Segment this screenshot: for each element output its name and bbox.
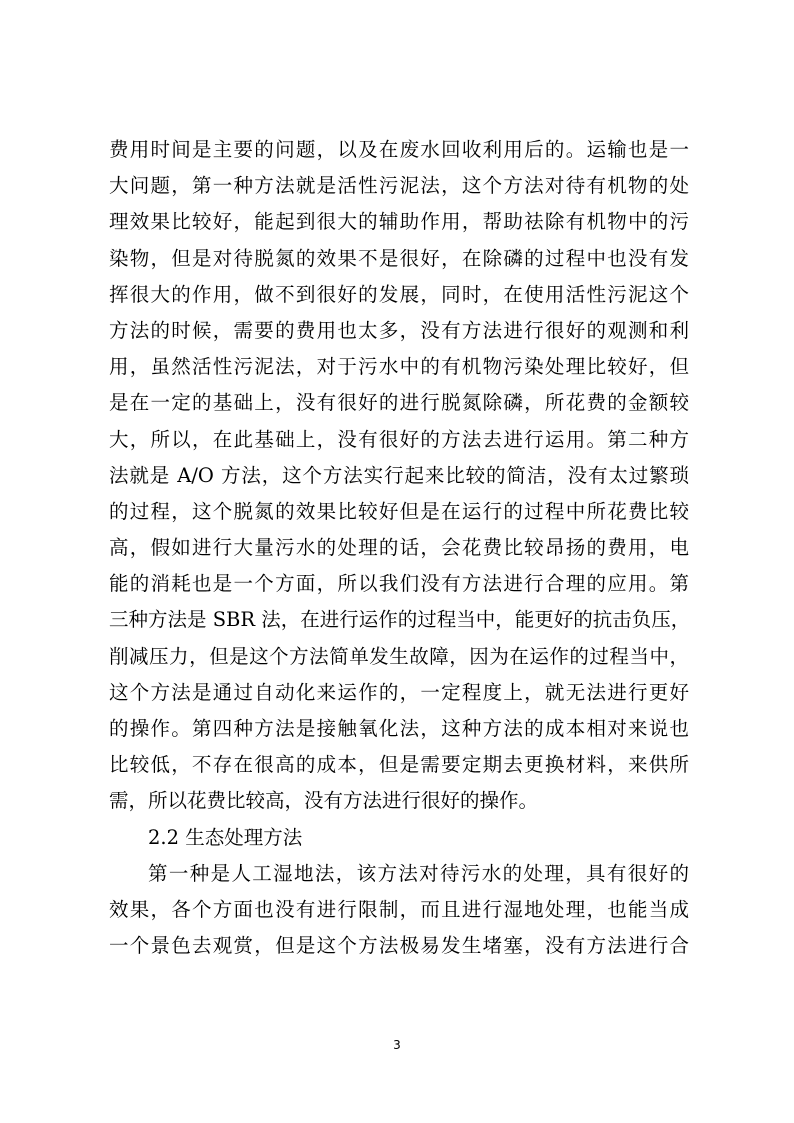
text-line-10: 法就是 A/O 方法，这个方法实行起来比较的简洁，没有太过繁琐 [109, 463, 689, 487]
text-line-18: 比较低，不存在很高的成本，但是需要定期去更换材料，来供所 [109, 753, 689, 777]
text-line-16: 这个方法是通过自动化来运作的，一定程度上，就无法进行更好 [109, 680, 689, 704]
text-line-11: 的过程，这个脱氮的效果比较好但是在运行的过程中所花费比较 [109, 499, 689, 523]
text-line-15: 削减压力，但是这个方法简单发生故障，因为在运作的过程当中， [109, 644, 689, 668]
text-line-13: 能的消耗也是一个方面，所以我们没有方法进行合理的应用。第 [109, 572, 689, 596]
text-line-6: 方法的时候，需要的费用也太多，没有方法进行很好的观测和利 [109, 318, 689, 342]
text-line-12: 高，假如进行大量污水的处理的话，会花费比较昂扬的费用，电 [109, 536, 689, 560]
text-line-5: 挥很大的作用，做不到很好的发展，同时，在使用活性污泥这个 [109, 282, 689, 306]
para2-line-1: 第一种是人工湿地法，该方法对待污水的处理，具有很好的 [148, 861, 689, 885]
text-line-8: 是在一定的基础上，没有很好的进行脱氮除磷，所花费的金额较 [109, 391, 689, 415]
para2-line-2: 效果，各个方面也没有进行限制，而且进行湿地处理，也能当成 [109, 897, 689, 921]
para2-line-3: 一个景色去观赏，但是这个方法极易发生堵塞，没有方法进行合 [109, 934, 689, 958]
text-line-7: 用，虽然活性污泥法，对于污水中的有机物污染处理比较好，但 [109, 355, 689, 379]
text-line-9: 大，所以，在此基础上，没有很好的方法去进行运用。第二种方 [109, 427, 689, 451]
body-text [109, 132, 689, 964]
text-line-17: 的操作。第四种方法是接触氧化法，这种方法的成本相对来说也 [109, 717, 689, 740]
text-line-14: 三种方法是 SBR 法，在进行运作的过程当中，能更好的抗击负压， [109, 608, 691, 632]
text-line-3: 理效果比较好，能起到很大的辅助作用，帮助祛除有机物中的污 [109, 210, 689, 234]
text-line-2: 大问题，第一种方法就是活性污泥法，这个方法对待有机物的处 [109, 174, 689, 198]
text-line-1: 费用时间是主要的问题，以及在废水回收利用后的。运输也是一 [109, 138, 689, 161]
text-line-4: 染物，但是对待脱氮的效果不是很好，在除磷的过程中也没有发 [109, 246, 689, 270]
page-number: 3 [393, 1038, 401, 1052]
text-line-19: 需，所以花费比较高，没有方法进行很好的操作。 [109, 789, 539, 813]
section-heading: 2.2 生态处理方法 [148, 825, 303, 849]
